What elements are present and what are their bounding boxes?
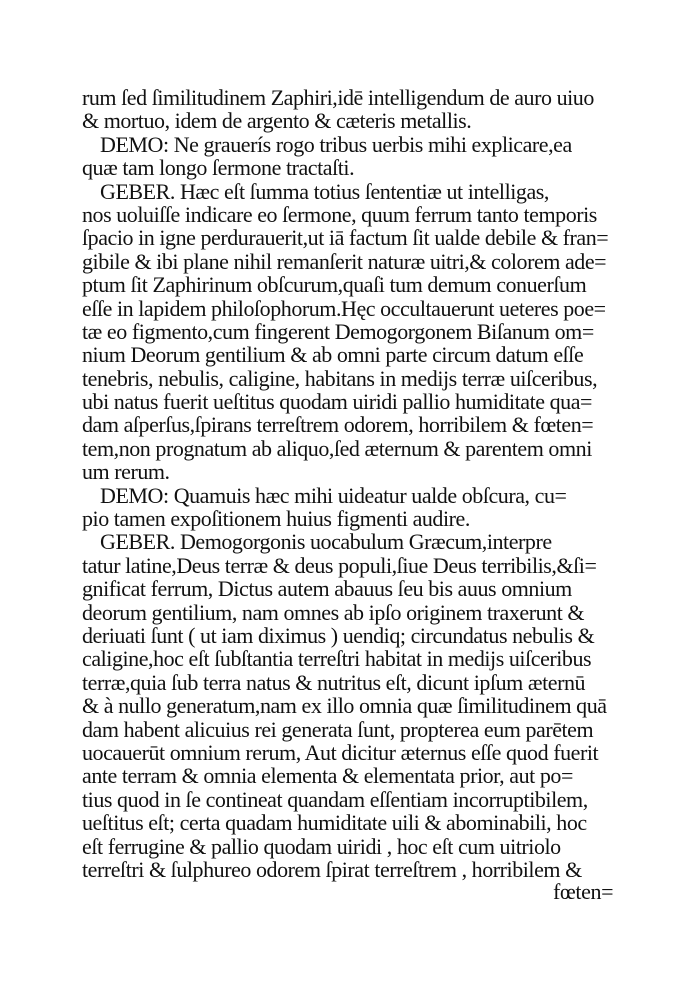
- text-line-10: eſſe in lapidem philoſophorum.Hęc occultauerunt ueteres poe=: [82, 295, 606, 321]
- text-line-7: ſpacio in igne perdurauerit,ut iā factum ſit ualde debile & fran=: [82, 225, 609, 251]
- text-line-33: eſt ferrugine & pallio quodam uiridi , hoc eſt cum uitriolo: [82, 833, 561, 859]
- text-line-14: ubi natus fuerit ueſtitus quodam uiridi pallio humiditate qua=: [82, 389, 592, 415]
- text-line-9: ptum ſit Zaphirinum obſcurum,quaſi tum demum conuerſum: [82, 272, 587, 298]
- text-line-16: tem,non prognatum ab aliquo,ſed æternum & parentem omni: [82, 435, 592, 461]
- text-line-22: gnificat ferrum, Dictus autem abauus ſeu bis auus omnium: [82, 576, 572, 602]
- text-line-29: uocauerūt omnium rerum, Aut dicitur æternus eſſe quod fuerit: [82, 739, 599, 765]
- catchword: fœten=: [553, 879, 614, 904]
- text-line-8: gibile & ibi plane nihil remanſerit naturæ uitri,& colorem ade=: [82, 248, 607, 274]
- text-line-1: rum ſed ſimilitudinem Zaphiri,idē intelligendum de auro uiuo: [82, 85, 594, 110]
- text-line-30: ante terram & omnia elementa & elementata prior, aut po=: [82, 763, 573, 789]
- text-line-6: nos uoluiſſe indicare eo ſermone, quum ferrum tanto temporis: [82, 201, 597, 227]
- text-line-28: dam habent alicuius rei generata ſunt, propterea eum parētem: [82, 716, 594, 742]
- text-line-17: um rerum.: [82, 459, 170, 485]
- text-line-26: terræ,quia ſub terra natus & nutritus eſt, dicunt ipſum æternū: [82, 669, 586, 695]
- text-line-5: GEBER. Hæc eſt ſumma totius ſententiæ ut intelligas,: [100, 178, 549, 204]
- text-line-4: quæ tam longo ſermone tractaſti.: [82, 155, 355, 181]
- text-line-31: tius quod in ſe contineat quandam eſſentiam incorruptibilem,: [82, 786, 588, 812]
- text-line-21: tatur latine,Deus terræ & deus populi,ſiue Deus terribilis,&ſi=: [82, 552, 597, 578]
- text-line-19: pio tamen expoſitionem huius figmenti audire.: [82, 506, 470, 532]
- text-line-34: terreſtri & ſulphureo odorem ſpirat terreſtrem , horribilem &: [82, 856, 582, 882]
- text-line-18: DEMO: Quamuis hæc mihi uideatur ualde obſcura, cu=: [100, 482, 567, 508]
- page-body: [82, 86, 630, 881]
- text-line-13: tenebris, nebulis, caligine, habitans in medijs terræ uiſceribus,: [82, 365, 598, 391]
- text-line-12: nium Deorum gentilium & ab omni parte circum datum eſſe: [82, 342, 584, 368]
- text-line-11: tæ eo figmento,cum fingerent Demogorgonem Biſanum om=: [82, 318, 594, 344]
- text-line-20: GEBER. Demogorgonis uocabulum Græcum,interpre: [100, 529, 552, 555]
- text-line-15: dam aſperſus,ſpirans terreſtrem odorem, horribilem & fœten=: [82, 412, 594, 438]
- text-line-24: deriuati ſunt ( ut iam diximus ) uendiq; circundatus nebulis &: [82, 622, 595, 648]
- text-line-2: & mortuo, idem de argento & cæteris metallis.: [82, 108, 472, 134]
- text-line-32: ueſtitus eſt; certa quadam humiditate uili & abominabili, hoc: [82, 810, 587, 836]
- text-line-23: deorum gentilium, nam omnes ab ipſo originem traxerunt &: [82, 599, 585, 625]
- text-line-25: caligine,hoc eſt ſubſtantia terreſtri habitat in medijs uiſceribus: [82, 646, 592, 672]
- text-line-3: DEMO: Ne grauerís rogo tribus uerbis mihi explicare,ea: [100, 131, 572, 157]
- text-line-27: & à nullo generatum,nam ex illo omnia quæ ſimilitudinem quā: [82, 693, 607, 719]
